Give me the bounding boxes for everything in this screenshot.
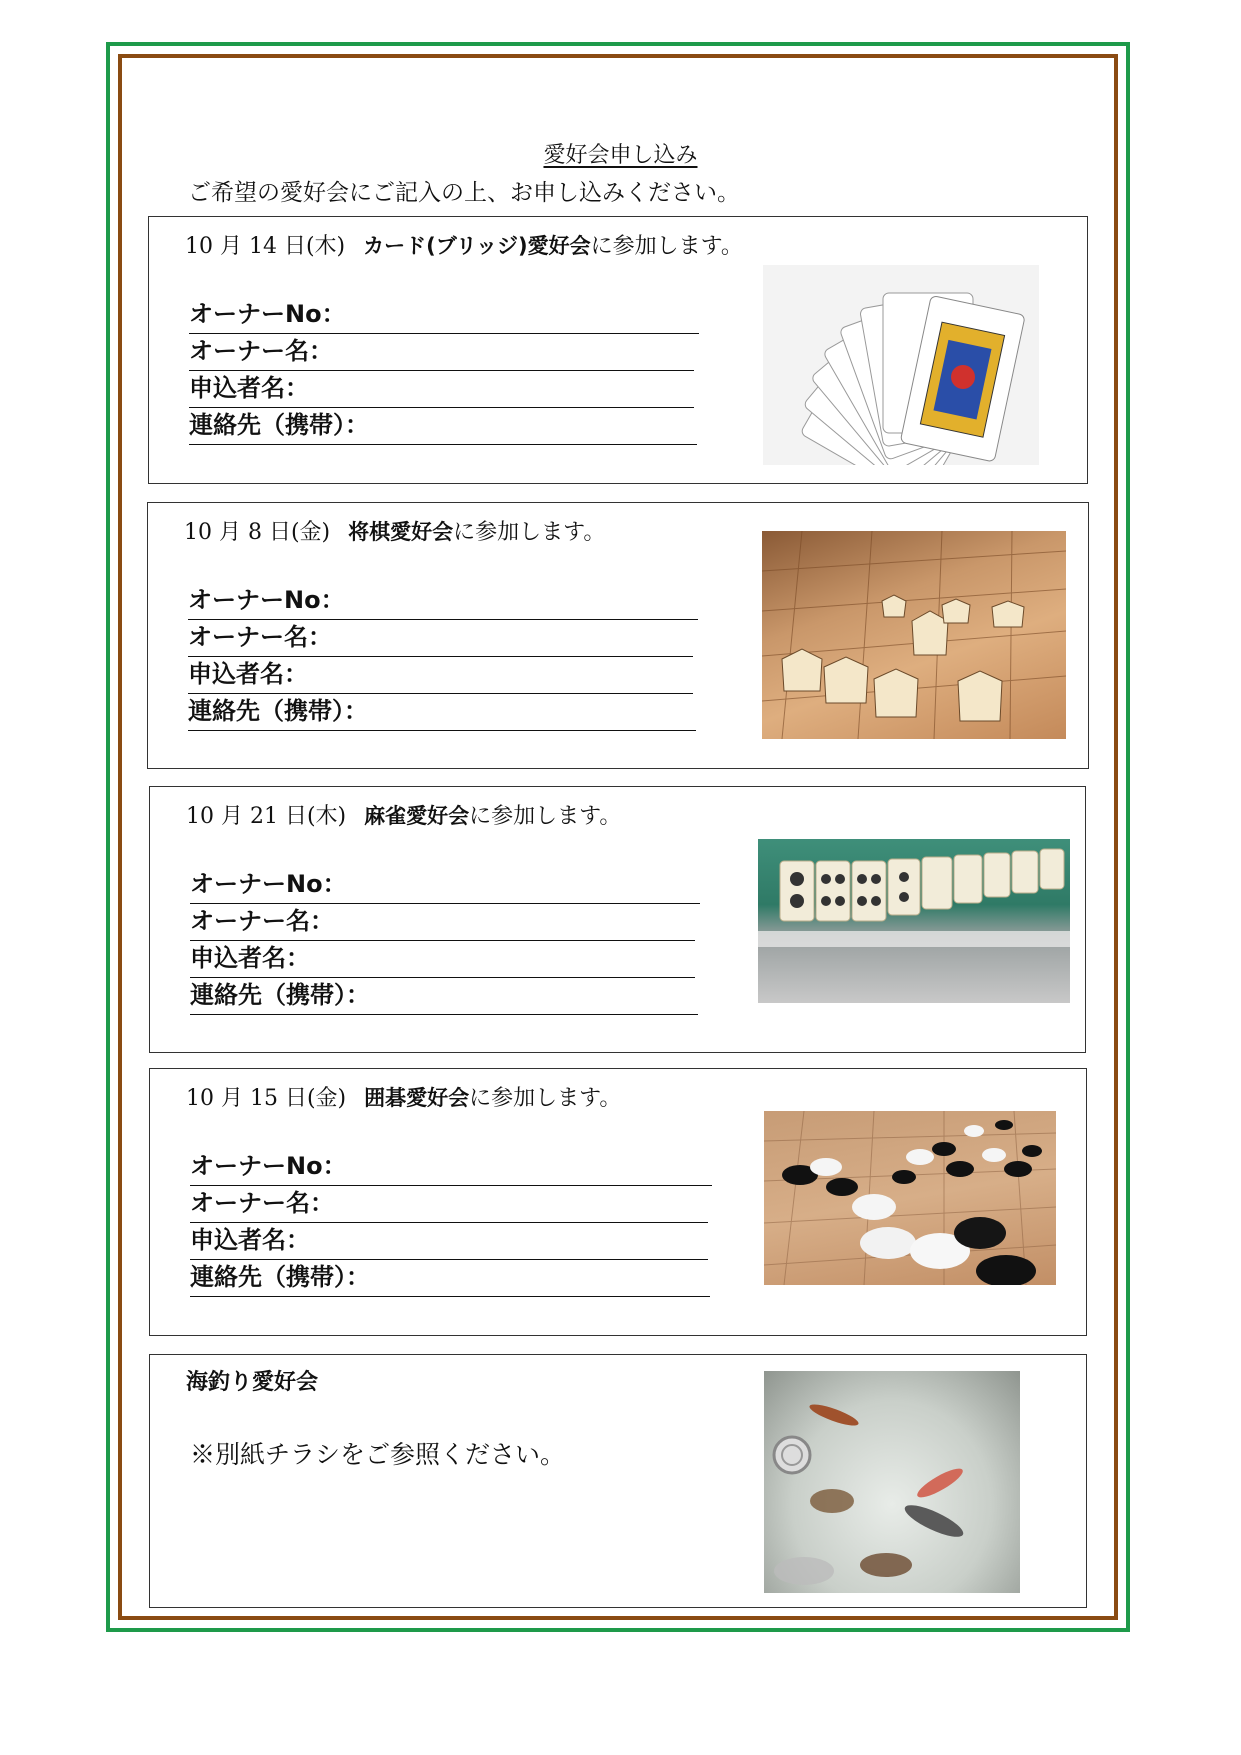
section-card-fishing — [149, 1354, 1087, 1608]
playing-cards-photo — [763, 265, 1039, 465]
owner-no-field[interactable]: オーナーNo： — [188, 583, 698, 620]
fishing-photo — [764, 1371, 1020, 1593]
owner-no-field[interactable]: オーナーNo： — [189, 297, 699, 334]
applicant-name-field[interactable]: 申込者名： — [190, 941, 695, 978]
page-subtitle: ご希望の愛好会にご記入の上、お申し込みください。 — [188, 180, 740, 206]
contact-mobile-field[interactable]: 連絡先（携帯）： — [189, 408, 697, 445]
owner-name-field[interactable]: オーナー名： — [188, 620, 693, 657]
entry-fields — [190, 1149, 712, 1297]
applicant-name-field[interactable]: 申込者名： — [189, 371, 694, 408]
contact-mobile-field[interactable]: 連絡先（携帯）： — [190, 1260, 710, 1297]
section-card-go — [149, 1068, 1087, 1336]
applicant-name-field[interactable]: 申込者名： — [190, 1223, 708, 1260]
contact-mobile-field[interactable]: 連絡先（携帯）： — [190, 978, 698, 1015]
shogi-photo — [762, 531, 1066, 739]
section-card-shogi — [147, 502, 1089, 769]
entry-fields — [189, 297, 699, 445]
owner-name-field[interactable]: オーナー名： — [189, 334, 694, 371]
section-heading: 10 月 21 日(木) 麻雀愛好会に参加します。 — [186, 804, 622, 829]
section-heading: 10 月 14 日(木) カード(ブリッジ)愛好会に参加します。 — [185, 234, 743, 259]
mahjong-photo — [758, 839, 1070, 1003]
owner-name-field[interactable]: オーナー名： — [190, 1186, 708, 1223]
section-card-bridge — [148, 216, 1088, 484]
page-title: 愛好会申し込み — [543, 143, 698, 168]
entry-fields — [190, 867, 700, 1015]
entry-fields — [188, 583, 698, 731]
section-card-mahjong — [149, 786, 1086, 1053]
go-photo — [764, 1111, 1056, 1285]
owner-no-field[interactable]: オーナーNo： — [190, 867, 700, 904]
contact-mobile-field[interactable]: 連絡先（携帯）： — [188, 694, 696, 731]
section-heading: 10 月 8 日(金) 将棋愛好会に参加します。 — [184, 520, 606, 545]
applicant-name-field[interactable]: 申込者名： — [188, 657, 693, 694]
owner-name-field[interactable]: オーナー名： — [190, 904, 695, 941]
owner-no-field[interactable]: オーナーNo： — [190, 1149, 712, 1186]
fishing-heading: 海釣り愛好会 — [186, 1370, 319, 1395]
fishing-note: ※別紙チラシをご参照ください。 — [190, 1440, 566, 1469]
section-heading: 10 月 15 日(金) 囲碁愛好会に参加します。 — [186, 1086, 622, 1111]
